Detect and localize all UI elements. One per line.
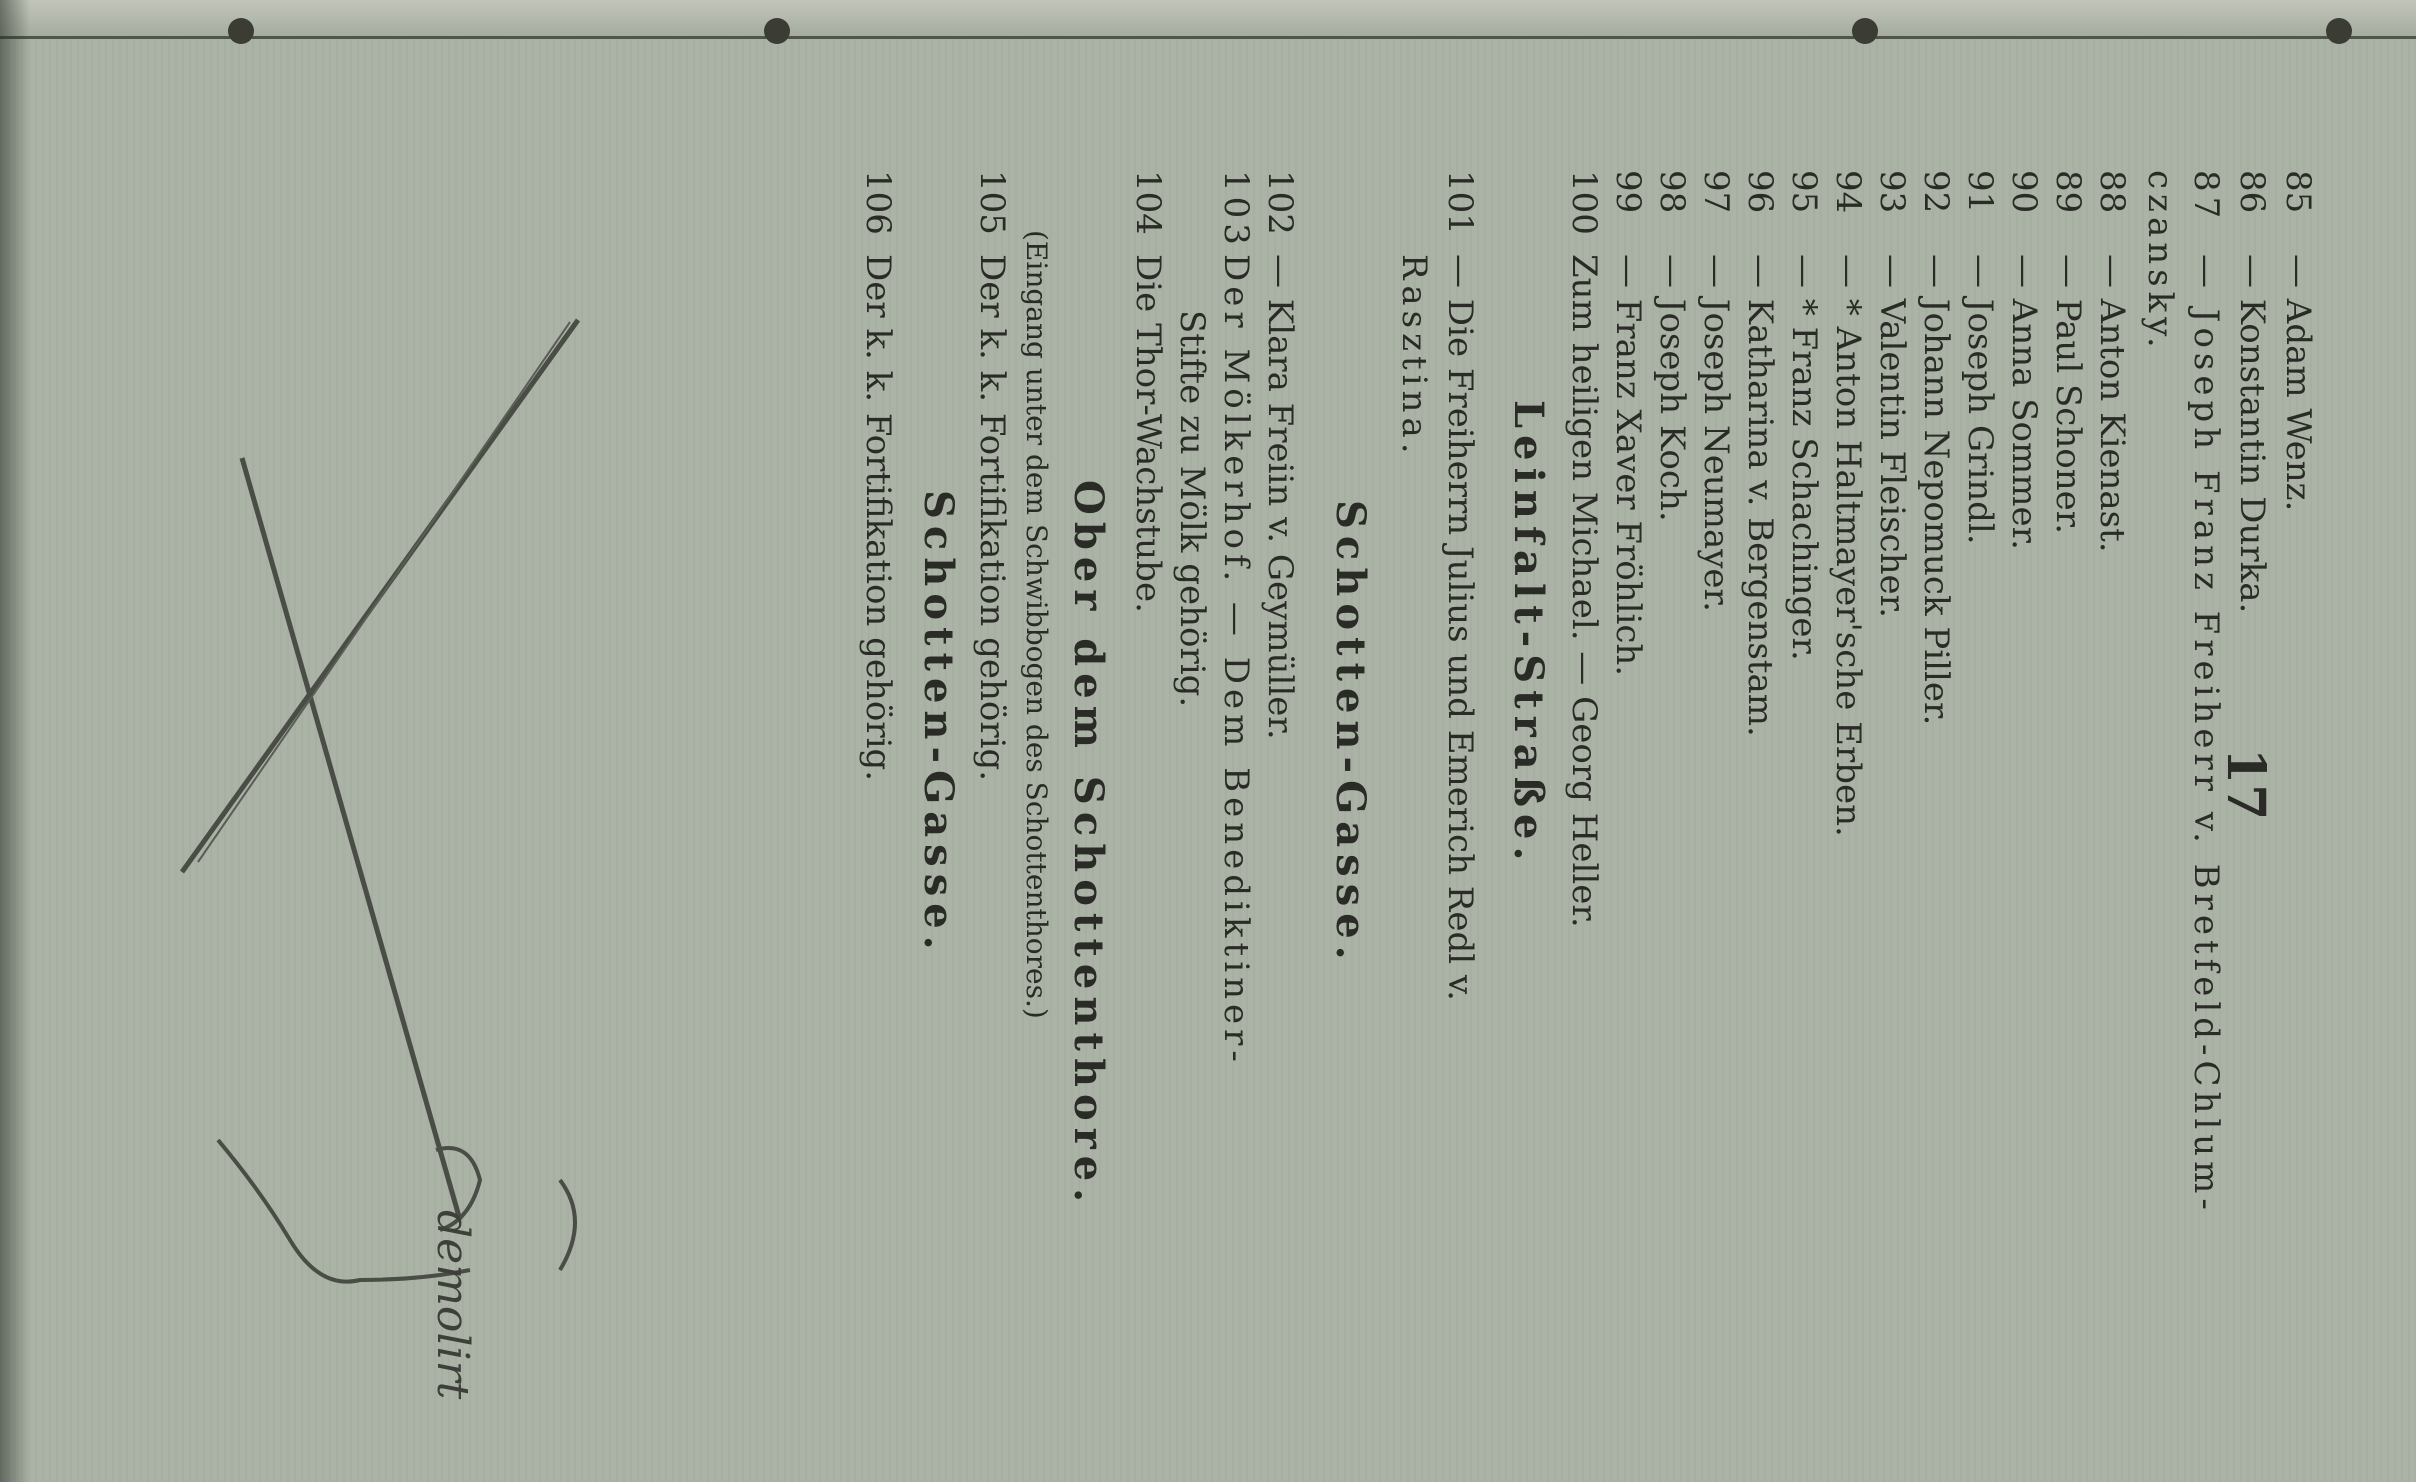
list-item: 87— Joseph Franz Freiherr v. Bretfeld-Chlum- [2186, 170, 2226, 1215]
list-item-continuation: Rasztina. [1394, 254, 1434, 459]
list-item: 100Zum heiligen Michael. — Georg Heller. [1564, 170, 1604, 928]
list-item: 96— Katharina v. Bergenstam. [1740, 170, 1780, 737]
list-item: 101— Die Freiherrn Julius und Emerich Redl v. [1440, 170, 1480, 1001]
list-item: 93— Valentin Fleischer. [1872, 170, 1912, 618]
section-heading: Leinfalt-Straße. [1505, 400, 1552, 868]
strike-through-line [198, 322, 570, 862]
handwritten-note: demolirt [427, 1210, 478, 1400]
section-heading: Schotten-Gasse. [915, 490, 962, 957]
section-heading: Ober dem Schottenthore. [1065, 480, 1112, 1210]
page-number: 17 [2215, 748, 2276, 821]
list-item-continuation: czansky. [2140, 170, 2180, 353]
list-item: 106Der k. k. Fortifikation gehörig. [858, 170, 898, 782]
list-item: 90— Anna Sommer. [2004, 170, 2044, 550]
list-item: 102— Klara Freiin v. Geymüller. [1260, 170, 1300, 740]
list-item: 86— Konstantin Durka. [2232, 170, 2272, 614]
list-item: 98— Joseph Koch. [1652, 170, 1692, 522]
list-item: 91— Joseph Grindl. [1960, 170, 2000, 545]
list-item: 88— Anton Kienast. [2092, 170, 2132, 553]
list-item: 85— Adam Wenz. [2278, 170, 2318, 512]
list-item: 89— Paul Schoner. [2048, 170, 2088, 535]
list-item: 105Der k. k. Fortifikation gehörig. [972, 170, 1012, 782]
list-item: 99— Franz Xaver Fröhlich. [1608, 170, 1648, 677]
list-item: 97— Joseph Neumayer. [1696, 170, 1736, 612]
list-item: 94— * Anton Haltmayer'sche Erben. [1828, 170, 1868, 837]
list-item: 92— Johann Nepomuck Piller. [1916, 170, 1956, 726]
list-item: 95— * Franz Schachinger. [1784, 170, 1824, 661]
strike-through-line [242, 458, 460, 1220]
list-item: 103Der Mölkerhof. — Dem Benediktiner- [1216, 170, 1256, 1067]
strike-through-line [182, 320, 578, 872]
note-text: (Eingang unter dem Schwibbogen des Schottenthores.) [1020, 230, 1053, 1019]
section-heading: Schotten-Gasse. [1327, 500, 1374, 967]
bracket-mark [560, 1180, 575, 1270]
list-item: 104Die Thor-Wachstube. [1128, 170, 1168, 613]
list-item-continuation: Stifte zu Mölk gehörig. [1172, 310, 1212, 708]
